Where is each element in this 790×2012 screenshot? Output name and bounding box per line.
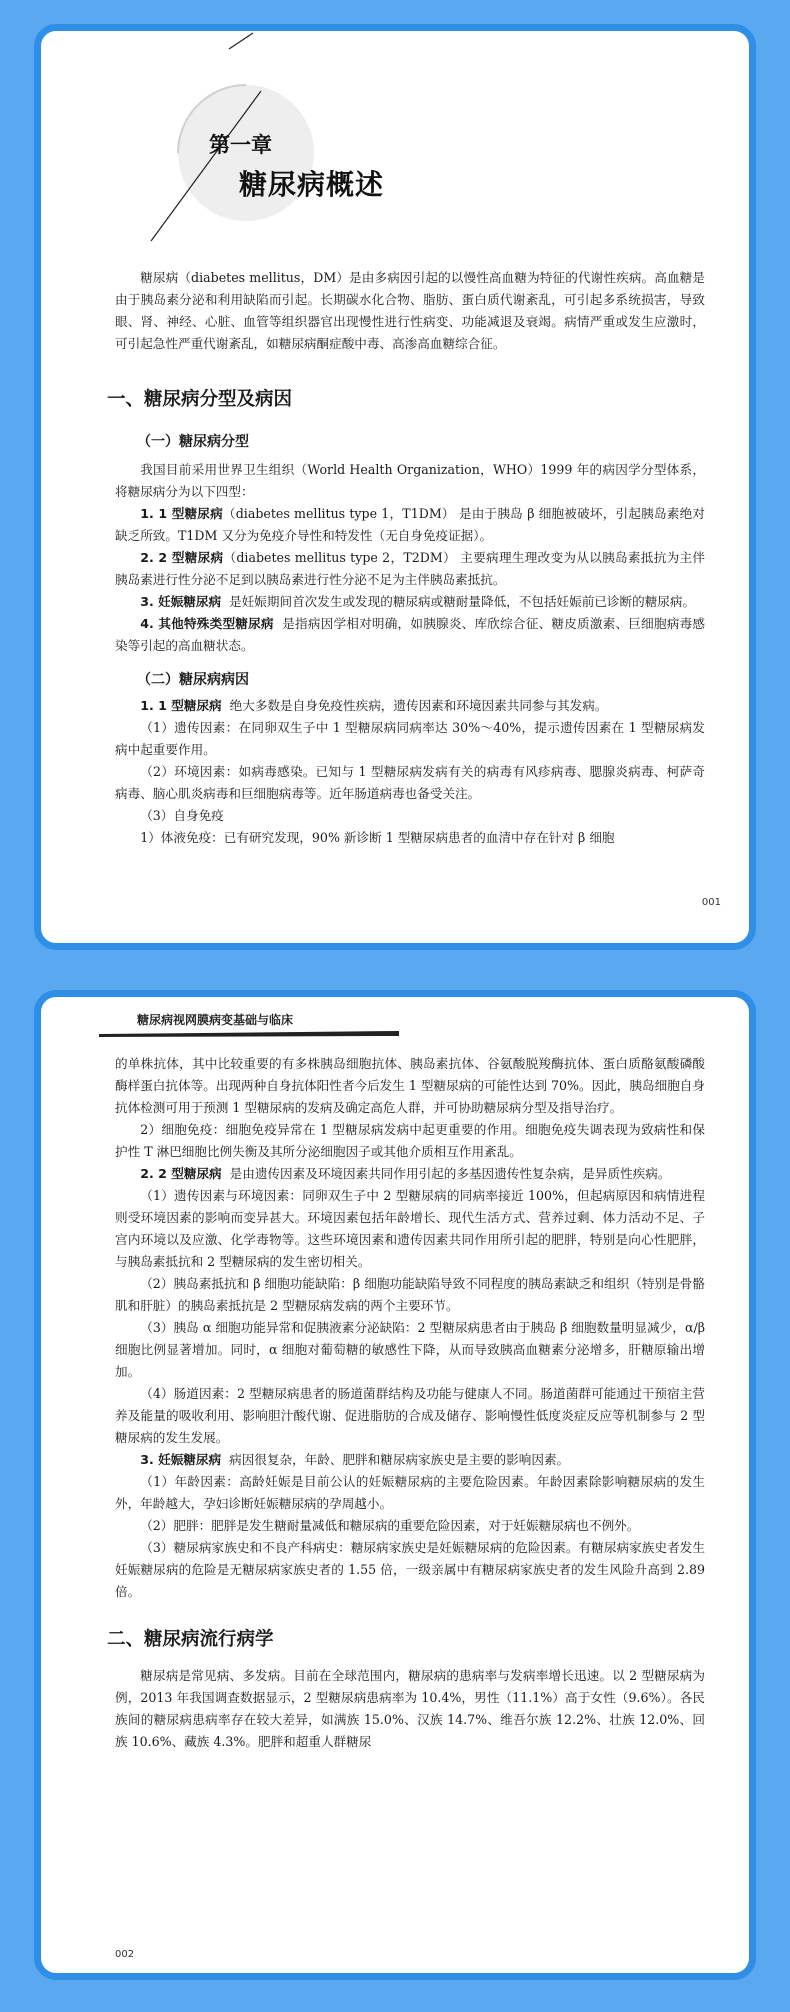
type3-text: 是妊娠期间首次发生或发现的糖尿病或糖耐量降低，不包括妊娠前已诊断的糖尿病。 (229, 594, 696, 609)
type2-label: 2. 2 型糖尿病 (140, 550, 224, 565)
subsection1-heading: （一）糖尿病分型 (137, 434, 249, 450)
epidemiology-paragraph: 糖尿病是常见病、多发病。目前在全球范围内，糖尿病的患病率与发病率增长迅速。以 2 型糖尿病为例，2013 年我国调查数据显示，2 型糖尿病患病率为 10.4%，男性（11.1%）高于女性（9.6%）。各民族间的糖尿病患病率存在较大差异，如满族 15.0%、汉族 14.7%、维吾尔族 12.2%、壮族 12.0%、回族 10.6%、藏族 4.3%。肥胖和超重人群糖尿 (115, 1668, 705, 1749)
cause1-paragraph (115, 695, 705, 717)
page-number-1: 001 (701, 897, 721, 908)
alpha-cell-paragraph: （3）胰岛 α 细胞功能异常和促胰液素分泌缺陷：2 型糖尿病患者由于胰岛 β 细胞数量明显减少，α/β 细胞比例显著增加。同时，α 细胞对葡萄糖的敏感性下降，从而导致胰高血糖素分泌增多，肝糖原输出增加。 (115, 1320, 705, 1379)
antibody-paragraph: 的单株抗体，其中比较重要的有多株胰岛细胞抗体、胰岛素抗体、谷氨酸脱羧酶抗体、蛋白质酪氨酸磷酸酶样蛋白抗体等。出现两种自身抗体阳性者今后发生 1 型糖尿病的可能性达到 70%。因此，胰岛细胞自身抗体检测可用于预测 1 型糖尿病的发病及确定高危人群，并可协助糖尿病分型及指导治疗。 (115, 1056, 705, 1115)
cause3-paragraph (115, 1449, 705, 1471)
classification-paragraph: 我国目前采用世界卫生组织（World Health Organization，WHO）1999 年的病因学分型体系，将糖尿病分为以下四型： (115, 462, 705, 499)
section1-heading: 一、糖尿病分型及病因 (107, 389, 293, 410)
t2-genetic-paragraph: （1）遗传因素与环境因素：同卵双生子中 2 型糖尿病的同病率接近 100%，但起病原因和病情进程则受环境因素的影响而变异甚大。环境因素包括年龄增长、现代生活方式、营养过剩、体力活动不足、子宫内环境以及应激、化学毒物等。这些环境因素和遗传因素共同作用所引起的肥胖，特别是向心性肥胖，与胰岛素抵抗和 2 型糖尿病的发生密切相关。 (115, 1188, 705, 1269)
type3-label: 3. 妊娠糖尿病 (140, 594, 222, 609)
chapter-number: 第一章 (209, 133, 272, 157)
type4-label: 4. 其他特殊类型糖尿病 (140, 616, 274, 631)
type4-paragraph (115, 613, 705, 657)
gut-factor-paragraph: （4）肠道因素：2 型糖尿病患者的肠道菌群结构及功能与健康人不同。肠道菌群可能通过干预宿主营养及能量的吸收利用、影响胆汁酸代谢、促进脂肪的合成及储存、影响慢性低度炎症反应等机制参与 2 型糖尿病的发生发展。 (115, 1386, 705, 1445)
type1-text: （diabetes mellitus type 1，T1DM） 是由于胰岛 β 细胞被破坏，引起胰岛素绝对缺乏所致。T1DM 又分为免疫介导性和特发性（无自身免疫证据）。 (115, 506, 705, 543)
cause1-label: 1. 1 型糖尿病 (140, 698, 222, 713)
cause1-text: 绝大多数是自身免疫性疾病，遗传因素和环境因素共同参与其发病。 (229, 698, 608, 713)
chapter-decoration (41, 31, 756, 291)
type1-paragraph (115, 503, 705, 547)
page2-body (107, 1053, 705, 1753)
type1-label: 1. 1 型糖尿病 (140, 506, 223, 521)
page-number-2: 002 (115, 1949, 135, 1960)
cause2-label: 2. 2 型糖尿病 (140, 1166, 222, 1181)
genetic-paragraph: （1）遗传因素：在同卵双生子中 1 型糖尿病同病率达 30%～40%，提示遗传因素在 1 型糖尿病发病中起重要作用。 (115, 720, 705, 757)
chapter-title: 糖尿病概述 (239, 168, 385, 201)
type2-paragraph (115, 547, 705, 591)
humoral-paragraph: 1）体液免疫：已有研究发现，90% 新诊断 1 型糖尿病患者的血清中存在针对 β 细胞 (140, 830, 615, 845)
book-page-1 (34, 24, 756, 950)
cellular-immunity-paragraph: 2）细胞免疫：细胞免疫异常在 1 型糖尿病发病中起更重要的作用。细胞免疫失调表现为致病性和保护性 T 淋巴细胞比例失衡及其所分泌细胞因子或其他介质相互作用紊乱。 (115, 1122, 705, 1159)
intro-paragraph: 糖尿病（diabetes mellitus，DM）是由多病因引起的以慢性高血糖为特征的代谢性疾病。高血糖是由于胰岛素分泌和利用缺陷而引起。长期碳水化合物、脂肪、蛋白质代谢紊乱，可引起多系统损害，导致眼、肾、神经、心脏、血管等组织器官出现慢性进行性病变、功能减退及衰竭。病情严重或发生应激时，可引起急性严重代谢紊乱，如糖尿病酮症酸中毒、高渗高血糖综合征。 (115, 270, 705, 351)
family-history-paragraph: （3）糖尿病家族史和不良产科病史：糖尿病家族史是妊娠糖尿病的危险因素。有糖尿病家族史者发生妊娠糖尿病的危险是无糖尿病家族史者的 1.55 倍，一级亲属中有糖尿病家族史者的发生风险升高到 2.89 倍。 (115, 1540, 705, 1599)
obesity-paragraph: （2）肥胖：肥胖是发生糖耐量减低和糖尿病的重要危险因素，对于妊娠糖尿病也不例外。 (140, 1518, 640, 1533)
type4-text: 是指病因学相对明确，如胰腺炎、库欣综合征、糖皮质激素、巨细胞病毒感染等引起的高血糖状态。 (115, 616, 705, 653)
section2-heading: 二、糖尿病流行病学 (107, 1629, 274, 1650)
environment-paragraph: （2）环境因素：如病毒感染。已知与 1 型糖尿病发病有关的病毒有风疹病毒、腮腺炎病毒、柯萨奇病毒、脑心肌炎病毒和巨细胞病毒等。近年肠道病毒也备受关注。 (115, 764, 705, 801)
running-head-rule (99, 1031, 399, 1039)
cause2-paragraph (115, 1163, 705, 1185)
subsection2-heading: （二）糖尿病病因 (137, 672, 249, 688)
cause3-text: 病因很复杂，年龄、肥胖和糖尿病家族史是主要的影响因素。 (229, 1452, 570, 1467)
type2-text: （diabetes mellitus type 2，T2DM） 主要病理生理改变为从以胰岛素抵抗为主伴胰岛素进行性分泌不足到以胰岛素进行性分泌不足为主伴胰岛素抵抗。 (115, 550, 705, 587)
page1-body (107, 267, 705, 849)
type3-paragraph (115, 591, 705, 613)
age-factor-paragraph: （1）年龄因素：高龄妊娠是目前公认的妊娠糖尿病的主要危险因素。年龄因素除影响糖尿病的发生外，年龄越大，孕妇诊断妊娠糖尿病的孕周越小。 (115, 1474, 705, 1511)
autoimmune-paragraph: （3）自身免疫 (140, 808, 224, 823)
insulin-resistance-paragraph: （2）胰岛素抵抗和 β 细胞功能缺陷：β 细胞功能缺陷导致不同程度的胰岛素缺乏和组织（特别是骨骼肌和肝脏）的胰岛素抵抗是 2 型糖尿病发病的两个主要环节。 (115, 1276, 705, 1313)
cause2-text: 是由遗传因素及环境因素共同作用引起的多基因遗传性复杂病，是异质性疾病。 (229, 1166, 671, 1181)
book-page-2 (34, 990, 756, 1980)
cause3-label: 3. 妊娠糖尿病 (140, 1452, 222, 1467)
running-head: 糖尿病视网膜病变基础与临床 (137, 1013, 294, 1027)
